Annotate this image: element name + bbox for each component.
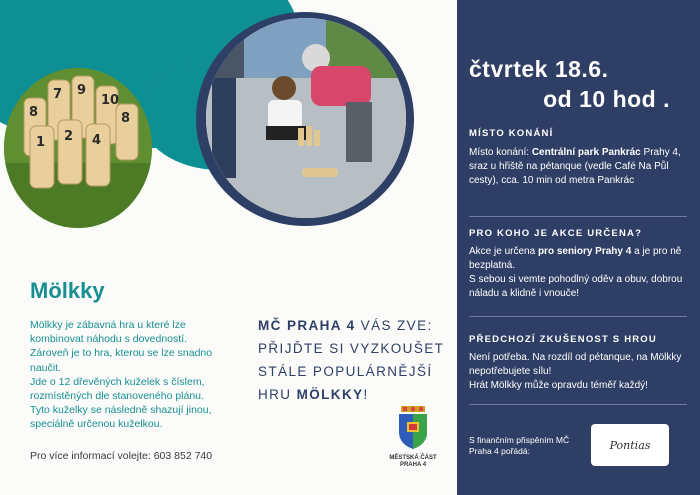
event-time: od 10 hod .	[543, 86, 670, 112]
district-crest	[385, 406, 441, 469]
audience-bold: pro seniory Prahy 4	[537, 246, 632, 257]
description-line: Zároveň je to hra, kterou se lze snadno naučit.	[30, 347, 213, 374]
financing-note: S finančním přispěním MČ Praha 4 pořádá:	[469, 435, 570, 456]
audience-line2: S sebou si vemte pohodlný oděv a obuv, dobrou náladu a klidně i vnouče!	[469, 274, 683, 299]
seniors-playing-illustration	[206, 18, 406, 218]
experience-line1: Není potřeba. Na rozdíl od pétanque, na Mölkky nepotřebujete sílu!	[469, 352, 682, 377]
section-body-audience	[469, 245, 689, 301]
section-heading-venue: MÍSTO KONÁNÍ	[469, 128, 554, 139]
organizer-logo	[591, 424, 669, 466]
invitation-end: !	[363, 387, 369, 402]
photo-seniors-playing	[206, 18, 406, 218]
svg-text:7: 7	[53, 87, 63, 102]
invitation-body: VÁS ZVE: PŘIJĎTE SI VYZKOUŠET STÁLE POPULÁRNĚJŠÍ HRU	[258, 318, 445, 402]
crest-label-line2: PRAHA 4	[399, 462, 427, 468]
invitation-district: MČ PRAHA 4	[258, 318, 356, 333]
event-date: čtvrtek 18.6.	[469, 56, 609, 82]
invitation-game: MÖLKKY	[296, 387, 364, 402]
organizer-logo-text: Pontias	[609, 438, 651, 452]
molkky-pins-illustration	[4, 68, 152, 228]
photo-molkky-pins	[4, 68, 152, 228]
svg-text:4: 4	[92, 133, 102, 148]
section-heading-audience: PRO KOHO JE AKCE URČENA?	[469, 228, 643, 239]
crest-label-line1: MĚSTSKÁ ČÁST	[389, 455, 437, 461]
venue-rest: Prahy 4, sraz u hřiště na pétanque (vedle Café Na Půl cesty), cca. 10 min od metra Pankrác	[469, 147, 681, 186]
description-line: Mölkky je zábavná hra u které lze kombinovat náhodu s dovedností.	[30, 319, 188, 346]
crest-icon	[395, 406, 431, 450]
section-body-venue	[469, 146, 689, 188]
venue-bold: Centrální park Pankrác	[531, 147, 641, 158]
description-line: Tyto kuželky se následně shazují jinou, speciálně určenou kuželkou.	[30, 404, 212, 431]
audience-prefix: Akce je určena	[469, 246, 538, 257]
info-panel	[457, 0, 700, 495]
audience-rest: a je pro ně bezplatná.	[469, 246, 682, 271]
contact-info: Pro více informací volejte: 603 852 740	[30, 450, 213, 462]
svg-text:2: 2	[64, 129, 74, 144]
event-title: Mölkky	[30, 278, 105, 303]
description-line: Jde o 12 dřevěných kuželek s číslem, rozmístěných dle stanoveného plánu.	[30, 375, 205, 403]
experience-line2: Hrát Mölkky může opravdu téměř každý!	[469, 380, 648, 391]
section-divider	[469, 216, 687, 217]
svg-text:8: 8	[121, 111, 131, 126]
svg-text:1: 1	[36, 135, 46, 150]
section-heading-experience: PŘEDCHOZÍ ZKUŠENOST S HROU	[469, 334, 657, 345]
section-divider	[469, 316, 687, 317]
invitation-text	[258, 314, 448, 406]
section-body-experience	[469, 351, 689, 393]
svg-text:10: 10	[101, 93, 120, 108]
venue-prefix: Místo konání:	[469, 147, 532, 158]
section-divider	[469, 404, 687, 405]
event-description	[30, 318, 230, 432]
svg-text:9: 9	[77, 83, 87, 98]
svg-text:8: 8	[29, 105, 39, 120]
